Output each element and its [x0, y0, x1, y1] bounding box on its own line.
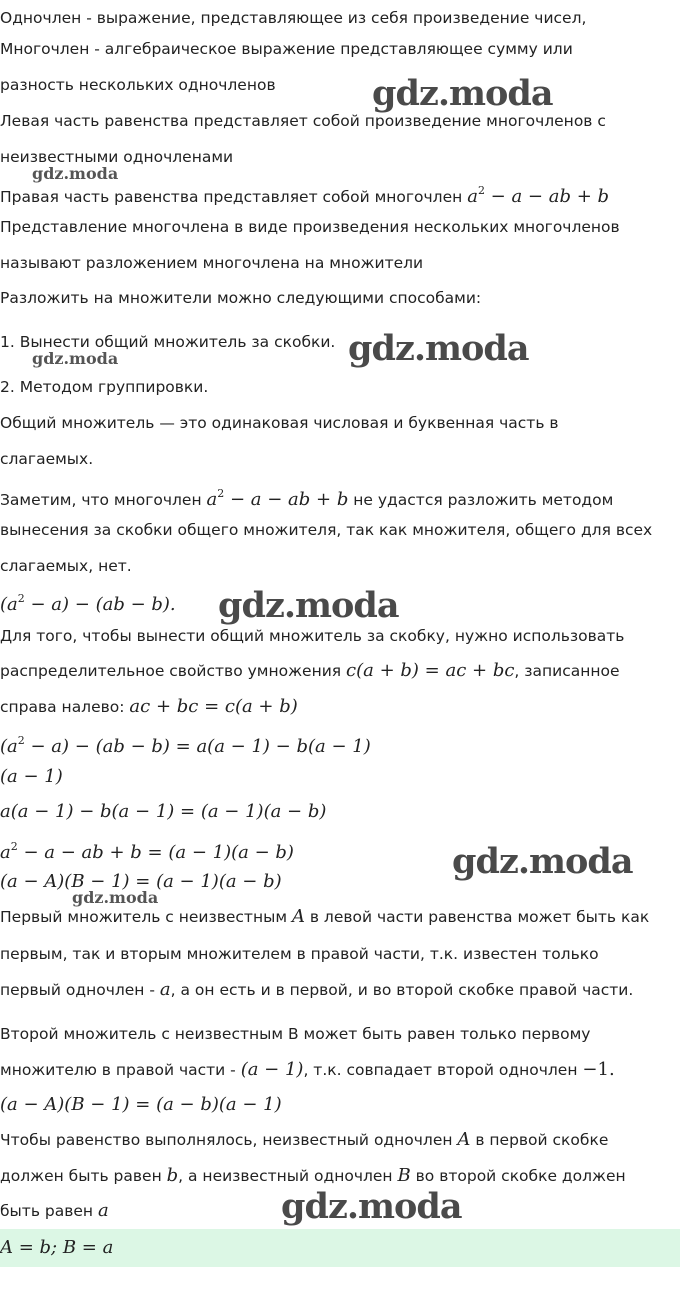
text-line: Заметим, что многочлен $a^2 - a$ − ab + b не удастся разложить методом: [0, 487, 614, 510]
text-line: Чтобы равенство выполнялось, неизвестный одночлен A в первой скобке: [0, 1129, 609, 1150]
text-line: первый одночлен - a, а он есть и в первой, и во второй скобке правой части.: [0, 979, 634, 1000]
text-line: неизвестными одночленами: [0, 148, 234, 166]
text-line: Общий множитель — это одинаковая числовая и буквенная часть в: [0, 414, 559, 432]
text-line: Многочлен - алгебраическое выражение представляющее сумму или: [0, 40, 573, 58]
text-line: Разложить на множители можно следующими способами:: [0, 289, 482, 307]
watermark: gdz.moda: [32, 164, 119, 183]
formula: $a^2 - a$ − ab + b: [467, 184, 610, 207]
text-line: справа налево: ac + bc = c(a + b): [0, 696, 298, 717]
text-line: Представление многочлена в виде произведения нескольких многочленов: [0, 218, 620, 236]
equation: (a − A)(B − 1) = (a − 1)(a − b): [0, 871, 282, 892]
watermark: gdz.moda: [348, 328, 529, 369]
equation: (a − A)(B − 1) = (a − b)(a − 1): [0, 1094, 282, 1115]
text-line: называют разложением многочлена на множители: [0, 254, 424, 272]
text-line: быть равен a: [0, 1200, 109, 1221]
watermark: gdz.moda: [72, 888, 159, 907]
text-line: слагаемых, нет.: [0, 557, 132, 575]
text-line: Для того, чтобы вынести общий множитель за скобку, нужно использовать: [0, 627, 625, 645]
text-line: вынесения за скобки общего множителя, так как множителя, общего для всех: [0, 521, 653, 539]
text-line: разность нескольких одночленов: [0, 76, 276, 94]
text-line: слагаемых.: [0, 450, 94, 468]
watermark: gdz.moda: [218, 585, 399, 626]
watermark: gdz.moda: [32, 349, 119, 368]
text-line: Правая часть равенства представляет собой многочлен $a^2 - a$ − ab + b: [0, 184, 610, 207]
formula: $a^2 - a$ − ab + b: [206, 487, 349, 510]
text-line: распределительное свойство умножения c(a + b) = ac + bc, записанное: [0, 660, 620, 681]
equation: a(a − 1) − b(a − 1) = (a − 1)(a − b): [0, 801, 327, 822]
text-line: 2. Методом группировки.: [0, 378, 209, 396]
text-line: множителю в правой части - (a − 1), т.к. совпадает второй одночлен −1.: [0, 1059, 615, 1080]
answer-text: A = b; B = a: [0, 1237, 114, 1258]
text-line: 1. Вынести общий множитель за скобки.: [0, 333, 336, 351]
text-line: Второй множитель с неизвестным В может быть равен только первому: [0, 1025, 591, 1043]
watermark: gdz.moda: [452, 841, 633, 882]
watermark: gdz.moda: [372, 73, 553, 114]
equation: (a − 1): [0, 766, 63, 787]
text-line: Одночлен - выражение, представляющее из себя произведение чисел,: [0, 9, 587, 27]
watermark: gdz.moda: [281, 1186, 462, 1227]
equation: $(a^2 - a) - (ab - b) = a(a - 1) - b(a - 1)$: [0, 734, 371, 757]
text-line: должен быть равен b, а неизвестный одночлен B во второй скобке должен: [0, 1165, 626, 1186]
answer-box: [0, 1229, 680, 1267]
text-line: первым, так и вторым множителем в правой части, т.к. известен только: [0, 945, 599, 963]
text-line: Первый множитель с неизвестным A в левой части равенства может быть как: [0, 906, 650, 927]
formula: c(a + b) = ac + bc: [346, 660, 515, 681]
text-line: Левая часть равенства представляет собой произведение многочленов с: [0, 112, 606, 130]
equation: $a^2 - a$ − ab + b = (a − 1)(a − b): [0, 840, 294, 863]
equation: $(a^2 - a) - (ab - b)$.: [0, 592, 176, 615]
formula: ac + bc = c(a + b): [129, 696, 298, 717]
